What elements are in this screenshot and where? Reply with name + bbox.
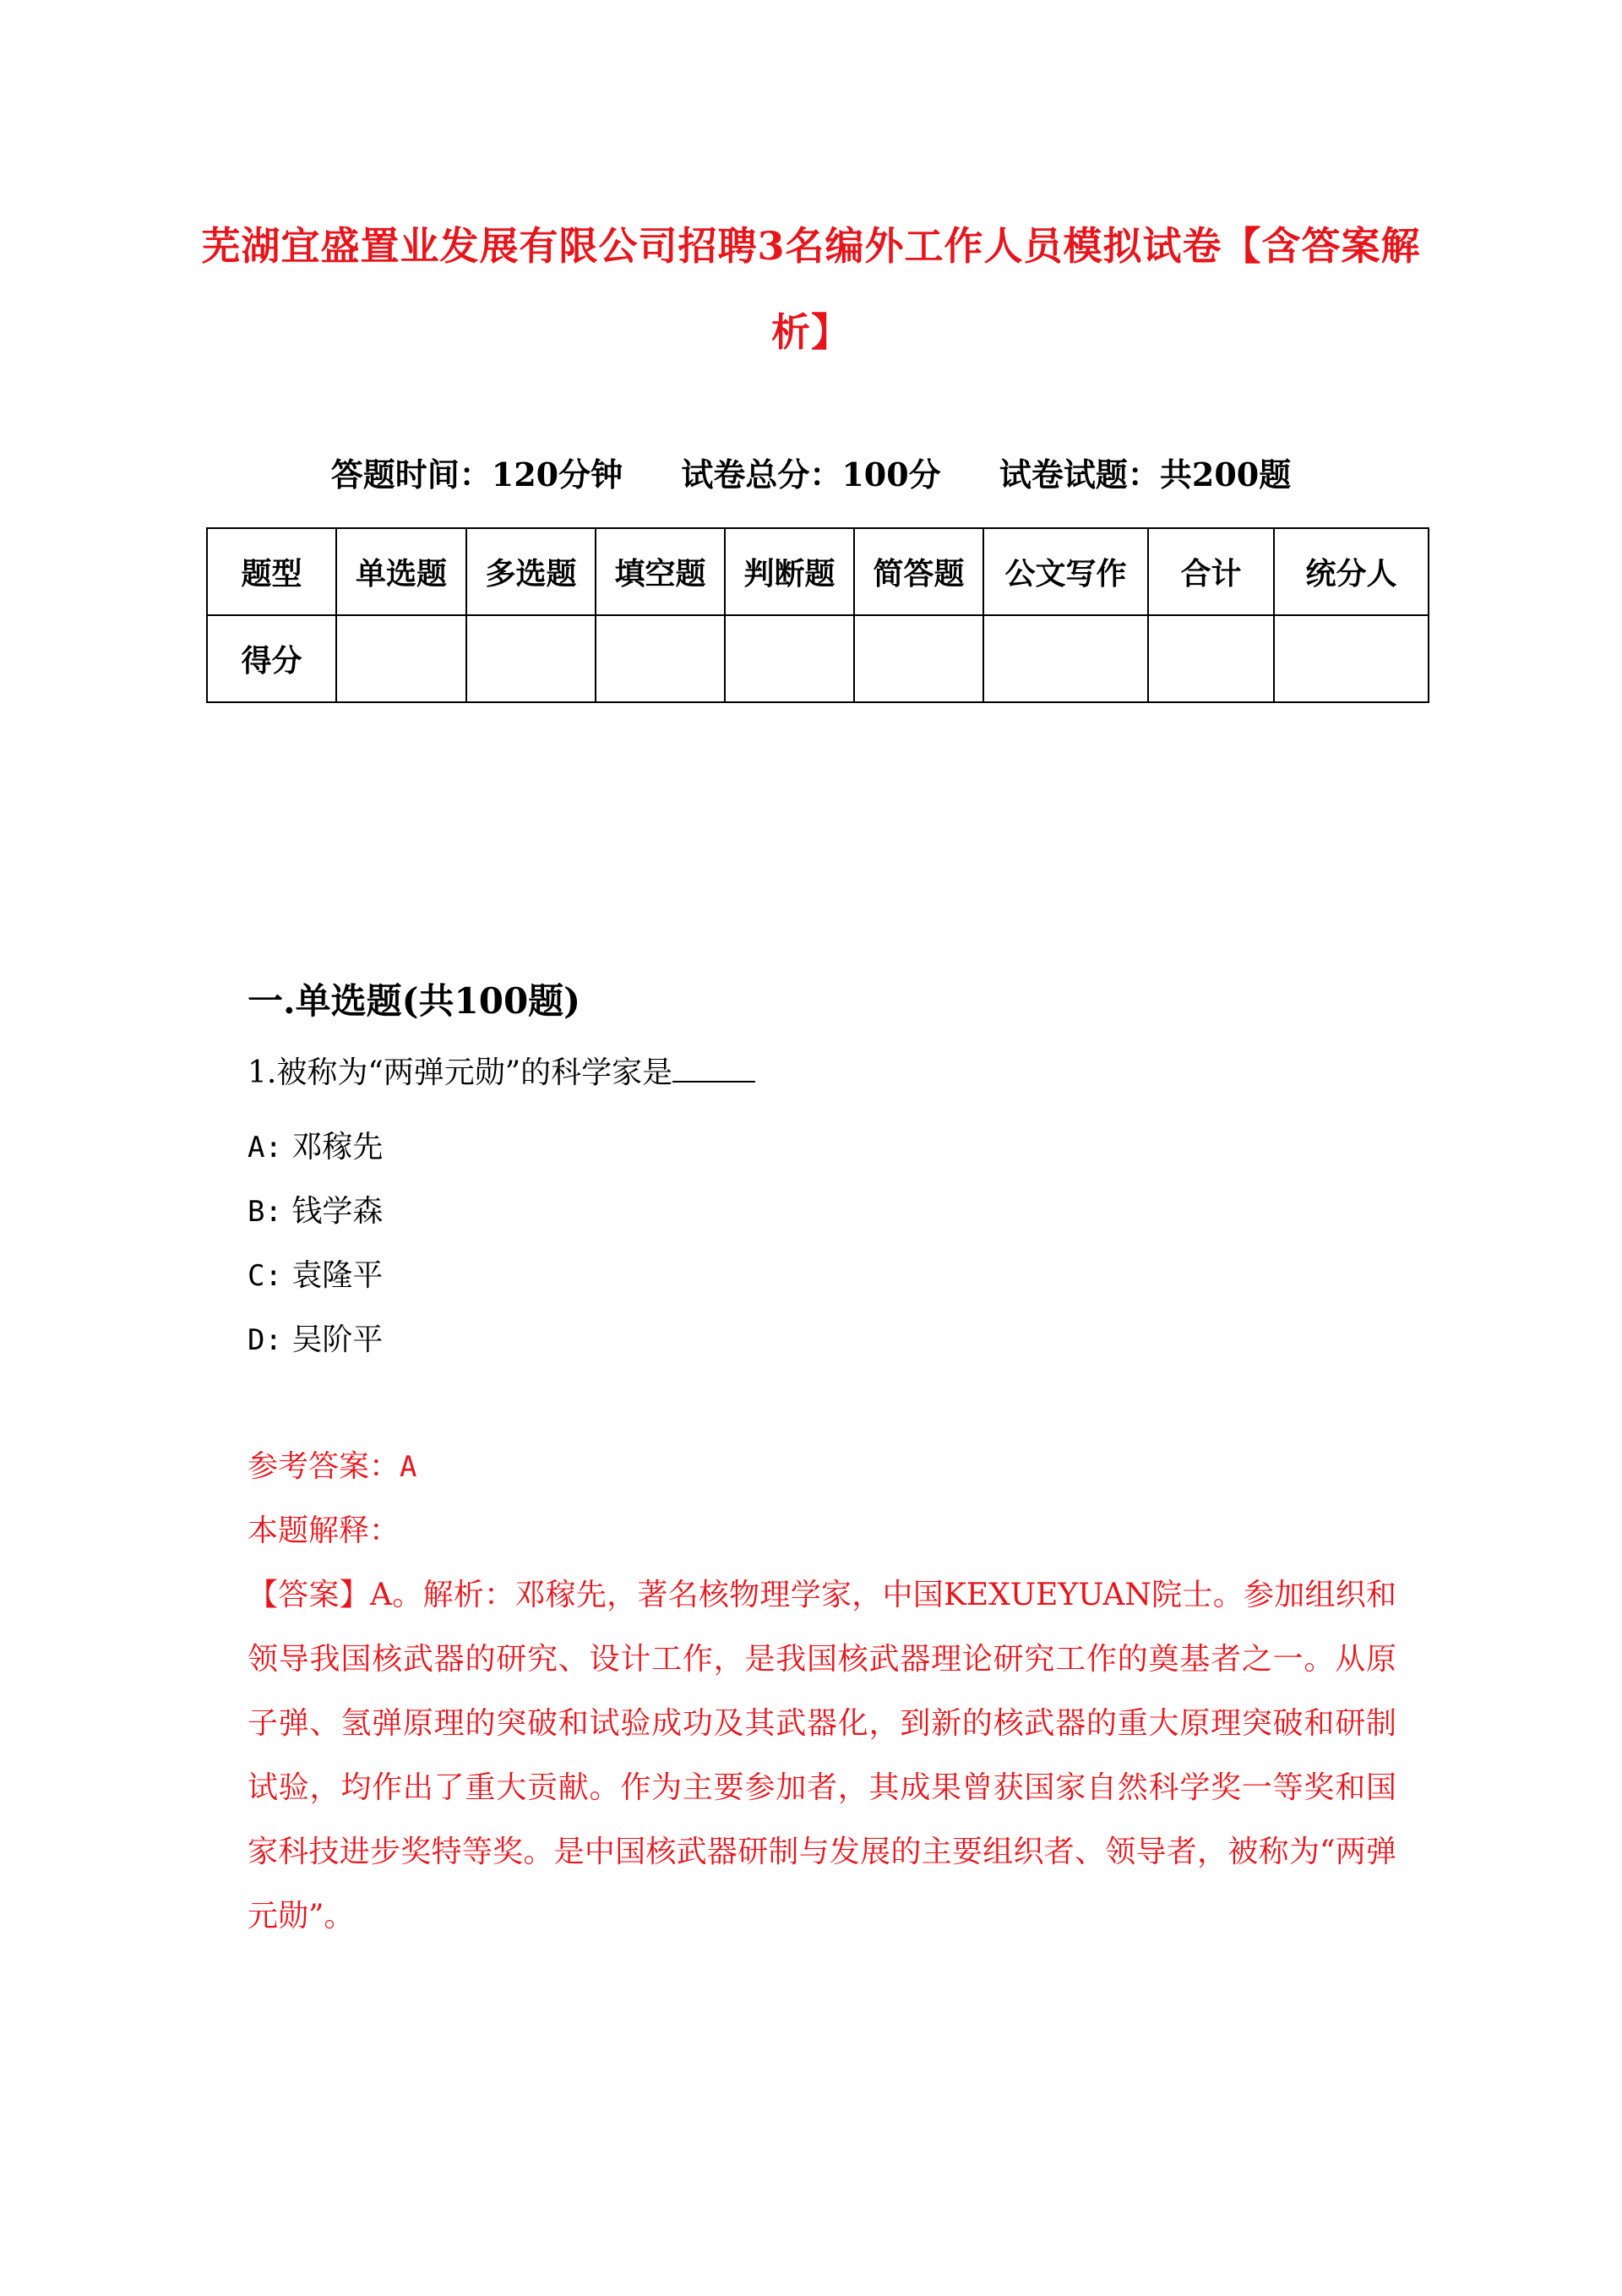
answer-block (248, 1435, 1396, 1949)
score-table-header-row (207, 528, 1429, 615)
score-cell (1274, 615, 1429, 702)
answer-blank (672, 1054, 755, 1083)
score-table-header-cell: 多选题 (466, 528, 596, 615)
option-text: 邓稼先 (291, 1130, 384, 1164)
reference-answer (248, 1435, 1396, 1499)
score-cell (983, 615, 1148, 702)
score-table-header-cell: 填空题 (596, 528, 725, 615)
option-c (248, 1244, 383, 1308)
option-text: 钱学森 (291, 1194, 384, 1229)
section-title: 一.单选题(共100题) (248, 980, 581, 1022)
explanation-text: 【答案】A。解析：邓稼先，著名核物理学家，中国KEXUEYUAN院士。参加组织和领导我国核武器的研究、设计工作，是我国核武器理论研究工作的奠基者之一。从原子弹、氢弹原理的突破和试验成功及其武器化，到新的核武器的重大原理突破和研制试验，均作出了重大贡献。作为主要参加者，其成果曾获国家自然科学奖一等奖和国家科技进步奖特等奖。是中国核武器研制与发展的主要组织者、领导者，被称为“两弹元勋”。 (248, 1578, 1396, 1933)
question-options (248, 1115, 383, 1372)
score-cell (1148, 615, 1274, 702)
option-d (248, 1308, 383, 1372)
score-row-label: 得分 (207, 615, 336, 702)
score-cell (596, 615, 725, 702)
option-text: 吴阶平 (291, 1323, 384, 1357)
score-table-score-row (207, 615, 1429, 702)
option-letter: C: (248, 1259, 282, 1293)
score-cell (725, 615, 854, 702)
score-cell (854, 615, 983, 702)
exam-question-count: 试卷试题：共200题 (999, 455, 1292, 494)
option-a (248, 1115, 383, 1180)
score-cell (466, 615, 596, 702)
score-table (206, 527, 1429, 703)
score-table-header-cell: 单选题 (336, 528, 466, 615)
explanation-label: 本题解释： (248, 1513, 400, 1548)
reference-answer-value: A (400, 1450, 417, 1484)
score-table-header-cell: 题型 (207, 528, 336, 615)
exam-total-score: 试卷总分：100分 (681, 455, 941, 494)
question-text: 1.被称为“两弹元勋”的科学家是 (248, 1055, 673, 1090)
option-b (248, 1180, 383, 1244)
option-letter: B: (248, 1195, 282, 1229)
option-text: 袁隆平 (291, 1258, 384, 1293)
score-table-header-cell: 判断题 (725, 528, 854, 615)
document-title: 芜湖宜盛置业发展有限公司招聘3名编外工作人员模拟试卷【含答案解析】 (201, 223, 1421, 355)
option-letter: A: (248, 1131, 282, 1164)
score-table-header-cell: 统分人 (1274, 528, 1429, 615)
exam-info (0, 450, 1622, 500)
option-letter: D: (248, 1323, 282, 1357)
score-table-header-cell: 公文写作 (983, 528, 1148, 615)
question-stem (248, 1052, 755, 1094)
score-table-header-cell: 合计 (1148, 528, 1274, 615)
exam-time: 答题时间：120分钟 (330, 455, 623, 494)
score-table-header-cell: 简答题 (854, 528, 983, 615)
score-cell (336, 615, 466, 702)
reference-answer-label: 参考答案： (248, 1449, 400, 1484)
